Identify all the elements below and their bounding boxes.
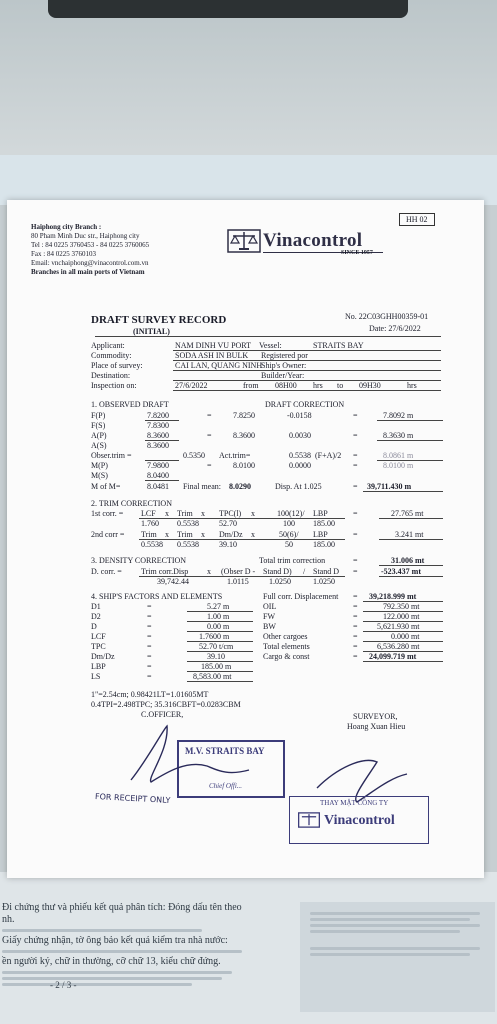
eq-sign: = [353, 556, 358, 565]
officer-signature [117, 720, 257, 800]
factor-label: TPC [91, 642, 106, 651]
fp-value: 7.8200 [147, 411, 169, 420]
scales-icon [298, 811, 320, 829]
draft-survey-paper [7, 200, 484, 878]
eq-sign: = [353, 632, 358, 641]
f-correction: -0.0158 [287, 411, 312, 420]
m-mean: 8.0100 [233, 461, 255, 470]
vinacontrol-logo [227, 228, 387, 256]
as-value: 8.3600 [147, 441, 169, 450]
eq-sign: = [207, 461, 212, 470]
element-label: Other cargoes [263, 632, 308, 641]
element-value: 122.000 mt [383, 612, 420, 621]
disp-value: 39,742.44 [157, 577, 189, 586]
company-stamp-name: Vinacontrol [324, 813, 395, 828]
document-date: Date: 27/6/2022 [369, 324, 421, 333]
fa-value: 8.0861 m [383, 451, 414, 460]
branch-email: Email: vnchaiphong@vinacontrol.com.vn [31, 259, 149, 267]
lbp-header: LBP [313, 530, 328, 539]
fa-label: (F+A)/2 [315, 451, 342, 460]
eq-sign: = [353, 530, 358, 539]
trim-header: Trim [141, 530, 157, 539]
applicant-label: Applicant: [91, 341, 125, 350]
surveyor-label: SURVEYOR, [353, 712, 398, 721]
element-value: 792.350 mt [383, 602, 420, 611]
times-sign: x [165, 509, 169, 518]
stand-d-value: 1.0250 [313, 577, 335, 586]
surveyor-name: Hoang Xuan Hieu [347, 722, 406, 731]
tpc-value: 52.70 [219, 519, 237, 528]
f-mean: 7.8250 [233, 411, 255, 420]
factor-value: 50 [285, 540, 293, 549]
destination-label: Destination: [91, 371, 131, 380]
times-sign: x [207, 567, 211, 576]
mp-label: M(P) [91, 461, 108, 470]
eq-sign: = [207, 411, 212, 420]
factor-label: D2 [91, 612, 101, 621]
times-sign: x [165, 530, 169, 539]
form-code: HH 02 [399, 213, 435, 226]
factor-header: 100(12)/ [277, 509, 305, 518]
eq-sign: = [147, 622, 152, 631]
eq-sign: = [147, 632, 152, 641]
officer-label: C.OFFICER, [141, 710, 184, 719]
vessel-value: STRAITS BAY [313, 341, 364, 350]
obser-trim-label: Obser.trim = [91, 451, 132, 460]
applicant-value: NAM DINH VU PORT [175, 341, 252, 350]
device-edge [48, 0, 408, 18]
underlying-line: ền người ký, chữ in thường, cỡ chữ 13, kiểu chữ đứng. [2, 956, 221, 967]
factor-value: 1.00 m [207, 612, 230, 621]
eq-sign: = [353, 622, 358, 631]
density-corr-label: D. corr. = [91, 567, 122, 576]
density-heading: 3. DENSITY CORRECTION [91, 556, 187, 565]
element-label: Cargo & const [263, 652, 310, 661]
eq-sign: = [353, 431, 358, 440]
ms-value: 8.0400 [147, 471, 169, 480]
eq-sign: = [207, 431, 212, 440]
obser-d-value: 1.0115 [227, 577, 249, 586]
background-sheet [0, 155, 497, 205]
underlying-line: nh. [2, 914, 15, 925]
observed-heading: 1. OBSERVED DRAFT [91, 400, 169, 409]
times-sign: x [251, 509, 255, 518]
commodity-label: Commodity: [91, 351, 132, 360]
element-label: BW [263, 622, 276, 631]
factor-label: Dm/Dz [91, 652, 115, 661]
fp-label: F(P) [91, 411, 106, 420]
total-trim-value: 31.006 mt [391, 556, 425, 565]
branch-tel: Tel : 84 0225 3760453 - 84 0225 3760065 [31, 241, 150, 249]
eq-sign: = [147, 642, 152, 651]
eq-sign: = [353, 612, 358, 621]
document-title: DRAFT SURVEY RECORD [91, 314, 227, 326]
from-label: from [243, 381, 259, 390]
a-correction: 0.0030 [289, 431, 311, 440]
m-correction: 0.0000 [289, 461, 311, 470]
trim-heading: 2. TRIM CORRECTION [91, 499, 172, 508]
full-disp-value: 39,218.999 mt [369, 592, 417, 601]
factor-label: LCF [91, 632, 106, 641]
mofm-label: M of M= [91, 482, 121, 491]
factor-value: 52.70 t/cm [199, 642, 234, 651]
mofm-value: 8.0481 [147, 482, 169, 491]
factor-value: 5.27 m [207, 602, 230, 611]
factor-label: D [91, 622, 97, 631]
trim-header: Trim [177, 530, 193, 539]
vessel-stamp-chief: Chief Offi... [209, 782, 243, 790]
eq-sign: = [353, 592, 358, 601]
eq-sign: = [147, 672, 152, 681]
element-label: Total elements [263, 642, 310, 651]
branch-note: Branches in all main ports of Vietnam [31, 268, 145, 276]
underlying-box [300, 902, 495, 1012]
eq-sign: = [353, 642, 358, 651]
underlying-line: Giấy chứng nhận, tờ ông bảo kết quả kiểm tra nhà nước: [2, 935, 228, 946]
eq-sign: = [353, 411, 358, 420]
conversion-line: 1"=2.54cm; 0.98421LT=1.01605MT [91, 690, 209, 699]
trim-value: 0.5538 [177, 540, 199, 549]
disp-value: 39,711.430 m [367, 482, 412, 491]
element-value: 5,621.930 mt [377, 622, 420, 631]
mp-value: 7.9800 [147, 461, 169, 470]
first-corr-label: 1st corr. = [91, 509, 124, 518]
underlying-text [2, 902, 282, 989]
m-result: 8.0100 m [383, 461, 414, 470]
element-value: 0.000 mt [391, 632, 420, 641]
inspection-label: Inspection on: [91, 381, 137, 390]
times-sign: x [201, 509, 205, 518]
final-mean-label: Final mean: [183, 482, 221, 491]
page-number: - 2 / 3 - [50, 980, 77, 990]
hrs-label: hrs [407, 381, 417, 390]
as-label: A(S) [91, 441, 107, 450]
f-result: 7.8092 m [383, 411, 414, 420]
reference-number: No. 22C03GHH00359-01 [345, 312, 429, 321]
factor-label: LS [91, 672, 101, 681]
disp-label: Disp. At 1.025 [275, 482, 322, 491]
element-label: FW [263, 612, 275, 621]
logo-since: SINCE 1957 [341, 250, 373, 256]
branch-name: Haiphong city Branch : [31, 223, 102, 231]
final-mean-value: 8.0290 [229, 482, 251, 491]
background-desk [0, 0, 497, 160]
trim-header: Trim [177, 509, 193, 518]
place-label: Place of survey: [91, 361, 143, 370]
fs-value: 7.8300 [147, 421, 169, 430]
tpc-header: TPC(l) [219, 509, 242, 518]
full-disp-label: Full corr. Displacement [263, 592, 339, 601]
underlying-page [0, 872, 497, 1024]
factor-header: 50(6)/ [279, 530, 299, 539]
company-stamp [289, 796, 429, 844]
factor-value: 39.10 [207, 652, 225, 661]
eq-sign: = [353, 602, 358, 611]
registered-label: Registered por [261, 351, 308, 360]
divide-sign: / [303, 567, 306, 576]
density-corr-result: -523.437 mt [381, 567, 421, 576]
factor-value: 1.7600 m [199, 632, 230, 641]
ms-label: M(S) [91, 471, 108, 480]
commodity-value: SODA ASH IN BULK [175, 351, 249, 360]
a-mean: 8.3600 [233, 431, 255, 440]
lcf-value: 1.760 [141, 519, 159, 528]
ap-value: 8.3600 [147, 431, 169, 440]
lbp-value: 185.00 [313, 540, 335, 549]
lbp-value: 185.00 [313, 519, 335, 528]
a-result: 8.3630 m [383, 431, 414, 440]
to-time: 09H30 [359, 381, 381, 390]
act-trim-value: 0.5538 [289, 451, 311, 460]
factors-heading: 4. SHIP'S FACTORS AND ELEMENTS [91, 592, 223, 601]
eq-sign: = [353, 652, 358, 661]
eq-sign: = [147, 652, 152, 661]
eq-sign: = [147, 612, 152, 621]
place-value: CAI LAN, QUANG NINH [175, 361, 263, 370]
conversion-line: 0.4TPI=2.498TPC; 35.316CBFT=0.0283CBM [91, 700, 241, 709]
second-corr-label: 2nd corr = [91, 530, 125, 539]
stand-d-header: Stand D [313, 567, 339, 576]
builder-label: Builder/Year: [261, 371, 305, 380]
factor-label: D1 [91, 602, 101, 611]
factor-value: 185.00 m [201, 662, 232, 671]
element-value: 6,536.280 mt [377, 642, 420, 651]
vessel-stamp-text: M.V. STRAITS BAY [185, 746, 265, 756]
eq-sign: = [353, 451, 358, 460]
element-label: OIL [263, 602, 277, 611]
eq-sign: = [147, 602, 152, 611]
receipt-note: FOR RECEIPT ONLY [94, 792, 171, 805]
disp-header: Trim corr.Disp [141, 567, 189, 576]
ap-label: A(P) [91, 431, 107, 440]
trim-value: 0.5538 [177, 519, 199, 528]
inspection-date: 27/6/2022 [175, 381, 208, 390]
first-corr-result: 27.765 mt [391, 509, 424, 518]
document-subtitle: (INITIAL) [133, 327, 170, 336]
underlying-line: Đi chứng thư và phiếu kết quả phân tích: Đóng dấu tên theo [2, 902, 242, 913]
correction-heading: DRAFT CORRECTION [265, 400, 345, 409]
company-stamp-top: THAY MẶT CÔNG TY [320, 799, 389, 807]
owner-label: Ship's Owner: [261, 361, 307, 370]
obser-d-header: (Obser D - [221, 567, 256, 576]
times-sign: x [251, 530, 255, 539]
eq-sign: = [353, 509, 358, 518]
factor-value: 0.00 m [207, 622, 230, 631]
total-trim-label: Total trim correction [259, 556, 326, 565]
vessel-label: Vessel: [259, 341, 282, 350]
stand-d-value: 1.0250 [269, 577, 291, 586]
stand-d-header: Stand D) [263, 567, 292, 576]
scales-icon [227, 229, 261, 253]
factor-value: 8,583.00 mt [193, 672, 232, 681]
lbp-header: LBP [313, 509, 328, 518]
eq-sign: = [353, 567, 358, 576]
fs-label: F(S) [91, 421, 106, 430]
branch-info [31, 223, 149, 277]
obser-trim-value: 0.5350 [183, 451, 205, 460]
second-corr-result: 3.241 mt [395, 530, 424, 539]
branch-address: 80 Pham Minh Duc str., Haiphong city [31, 232, 140, 240]
eq-sign: = [353, 461, 358, 470]
dmdz-value: 39.10 [219, 540, 237, 549]
act-trim-label: Act.trim= [219, 451, 251, 460]
to-label: to [337, 381, 344, 390]
eq-sign: = [353, 482, 358, 491]
dmdz-header: Dm/Dz [219, 530, 243, 539]
times-sign: x [201, 530, 205, 539]
hrs-label: hrs [313, 381, 323, 390]
from-time: 08H00 [275, 381, 297, 390]
factor-value: 100 [283, 519, 295, 528]
factor-label: LBP [91, 662, 106, 671]
eq-sign: = [147, 662, 152, 671]
element-value: 24,099.719 mt [369, 652, 417, 661]
logo-name: Vinacontrol [263, 230, 363, 251]
trim-value: 0.5538 [141, 540, 163, 549]
lcf-header: LCF [141, 509, 156, 518]
branch-fax: Fax : 84 0225 3760103 [31, 250, 96, 258]
